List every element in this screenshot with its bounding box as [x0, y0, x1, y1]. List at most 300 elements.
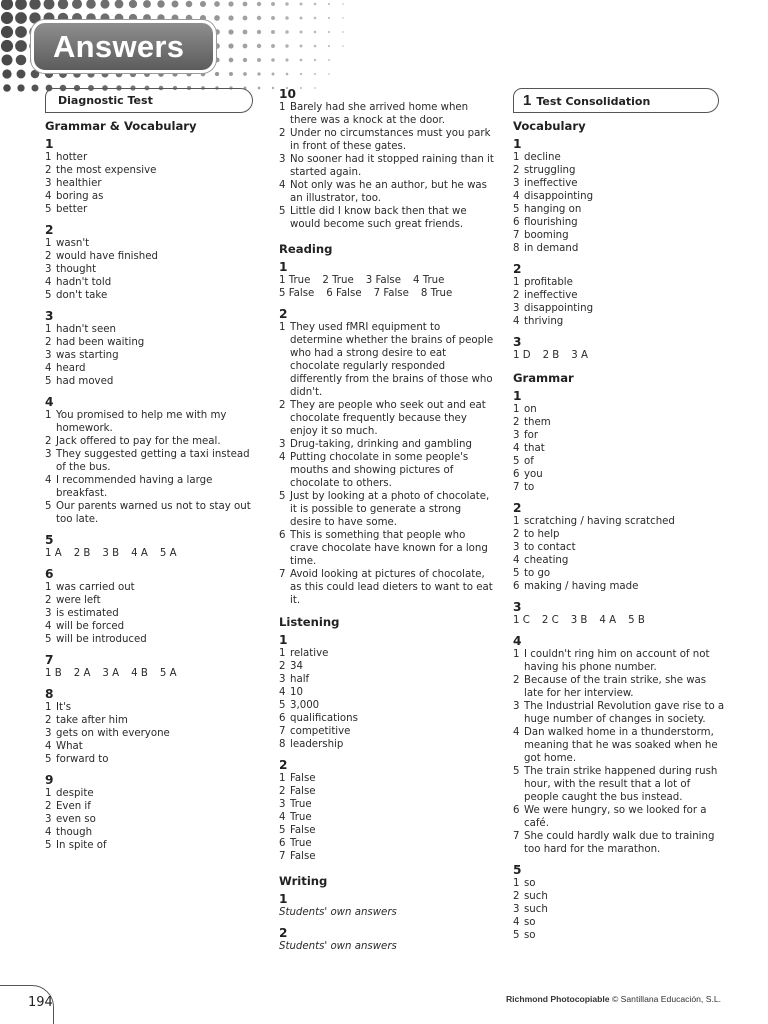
item-number: 1	[513, 277, 520, 288]
item-text: such	[524, 904, 548, 915]
item-number: 2	[513, 891, 520, 902]
halftone-dot	[243, 72, 247, 76]
list-item	[279, 153, 495, 179]
item-text: were left	[56, 595, 101, 606]
item-number: 3	[45, 264, 52, 275]
item-number: 7	[513, 230, 520, 241]
answer-cell: 3 A	[571, 350, 588, 361]
halftone-dot	[271, 30, 275, 34]
halftone-dot	[2, 55, 13, 66]
answer-cell: 6 False	[326, 288, 362, 299]
list-item	[279, 321, 495, 399]
halftone-dot	[328, 73, 330, 75]
item-number: 4	[45, 277, 52, 288]
question-number: 4	[45, 395, 54, 409]
halftone-dot	[16, 55, 27, 66]
halftone-dot	[243, 30, 248, 35]
list-item	[45, 448, 260, 474]
halftone-dot	[29, 0, 40, 10]
item-text: struggling	[524, 165, 576, 176]
item-number: 4	[45, 827, 52, 838]
list-item	[45, 701, 260, 714]
question-number: 2	[45, 223, 54, 237]
item-number: 1	[45, 238, 52, 249]
section-heading-reading: Reading	[279, 242, 333, 256]
answer-list	[513, 515, 725, 593]
item-text: They are people who seek out and eat chocolate frequently because they enjoy it so much.	[290, 400, 486, 437]
item-number: 2	[513, 290, 520, 301]
item-number: 1	[45, 152, 52, 163]
question-number: 2	[513, 262, 522, 276]
item-number: 6	[513, 469, 520, 480]
halftone-dot	[300, 59, 303, 62]
question-number: 5	[513, 863, 522, 877]
item-number: 4	[513, 443, 520, 454]
list-item	[513, 648, 725, 674]
item-text: They used fMRI equipment to determine whether the brains of people who had a strong desire to eat chocolate regularly responded differently from the brains of those who didn't.	[290, 322, 494, 398]
list-item	[513, 515, 725, 528]
list-item	[513, 726, 725, 765]
item-number: 4	[513, 555, 520, 566]
item-text: had moved	[56, 376, 114, 387]
item-text: 10	[290, 687, 303, 698]
item-text: will be introduced	[56, 634, 147, 645]
answer-cell: 2 B	[542, 350, 560, 361]
item-text: hadn't seen	[56, 324, 116, 335]
item-text: True	[290, 838, 312, 849]
list-item	[513, 151, 725, 164]
list-item	[45, 787, 260, 800]
list-item	[279, 647, 495, 660]
list-item	[45, 826, 260, 839]
halftone-dot	[342, 45, 344, 47]
item-number: 7	[513, 482, 520, 493]
item-number: 7	[279, 851, 286, 862]
item-text: The train strike happened during rush hour, with the result that a lot of people caught the bus instead.	[524, 766, 718, 803]
halftone-dot	[228, 29, 233, 34]
list-item	[279, 399, 495, 438]
item-text: False	[290, 786, 316, 797]
item-number: 4	[45, 621, 52, 632]
item-text: such	[524, 891, 548, 902]
question-number: 10	[279, 87, 296, 101]
answer-cell: 4 A	[131, 548, 148, 559]
halftone-dot	[2, 69, 11, 78]
halftone-dot	[58, 0, 68, 9]
item-number: 3	[45, 178, 52, 189]
list-item	[513, 481, 725, 494]
item-number: 7	[513, 831, 520, 842]
list-item	[513, 554, 725, 567]
answer-text: Students' own answers	[279, 941, 397, 952]
halftone-dot	[299, 16, 302, 19]
halftone-dot	[257, 16, 261, 20]
halftone-dot	[271, 2, 275, 6]
list-item	[45, 323, 260, 336]
halftone-dot	[15, 26, 27, 38]
halftone-dot	[314, 31, 317, 34]
list-item	[513, 541, 725, 554]
item-text: Putting chocolate in some people's mouths and showing pictures of chocolate to others.	[290, 452, 469, 489]
item-number: 2	[45, 436, 52, 447]
answer-list	[513, 276, 725, 328]
halftone-dot	[257, 72, 260, 75]
halftone-dot	[314, 59, 316, 61]
item-text: ineffective	[524, 178, 578, 189]
halftone-dot	[44, 0, 55, 9]
item-text: False	[290, 851, 316, 862]
footer-credit	[506, 994, 721, 1004]
list-item	[45, 409, 260, 435]
item-number: 6	[513, 217, 520, 228]
list-item	[279, 725, 495, 738]
halftone-dot	[229, 72, 233, 76]
list-item	[279, 660, 495, 673]
column-right	[513, 88, 725, 942]
section-pill-label: Diagnostic Test	[58, 94, 153, 107]
item-number: 2	[513, 165, 520, 176]
item-text: What	[56, 741, 83, 752]
footer-copyright: © Santillana Educación, S.L.	[611, 994, 721, 1004]
item-text: It's	[56, 702, 72, 713]
item-number: 2	[279, 400, 286, 411]
list-item	[45, 800, 260, 813]
list-item	[45, 714, 260, 727]
list-item	[45, 289, 260, 302]
item-text: I couldn't ring him on account of not having his phone number.	[524, 649, 710, 673]
item-number: 1	[279, 102, 286, 113]
halftone-dot	[300, 73, 302, 75]
item-text: Jack offered to pay for the meal.	[56, 436, 221, 447]
answer-cell: 3 A	[102, 668, 120, 679]
item-text: booming	[524, 230, 569, 241]
halftone-dot	[31, 84, 38, 91]
list-item	[513, 804, 725, 830]
item-number: 4	[45, 191, 52, 202]
halftone-dot	[342, 17, 344, 19]
halftone-dot	[342, 31, 344, 33]
item-number: 5	[45, 501, 52, 512]
answer-cell: 4 True	[413, 275, 445, 286]
item-text: You promised to help me with my homework.	[56, 410, 227, 434]
list-item	[513, 442, 725, 455]
list-item	[45, 435, 260, 448]
halftone-dot	[15, 40, 27, 52]
item-number: 1	[513, 878, 520, 889]
list-item	[513, 315, 725, 328]
answer-row	[513, 349, 725, 362]
item-number: 3	[513, 701, 520, 712]
column-left	[45, 88, 260, 852]
list-item	[279, 712, 495, 725]
answer-cell: 4 A	[599, 615, 617, 626]
halftone-dot	[272, 87, 274, 89]
item-text: though	[56, 827, 93, 838]
list-item	[279, 179, 495, 205]
item-number: 3	[279, 154, 286, 165]
answer-list	[45, 409, 260, 526]
list-item	[45, 500, 260, 526]
list-item	[279, 686, 495, 699]
item-number: 4	[513, 191, 520, 202]
answer-list	[45, 323, 260, 388]
item-number: 1	[45, 410, 52, 421]
question-number: 8	[45, 687, 54, 701]
list-item	[513, 455, 725, 468]
answer-cell: 3 B	[570, 615, 588, 626]
item-number: 4	[45, 741, 52, 752]
halftone-dot	[257, 2, 261, 6]
list-item	[45, 620, 260, 633]
item-number: 5	[45, 754, 52, 765]
halftone-dot	[257, 44, 261, 48]
halftone-dot	[286, 73, 289, 76]
halftone-dot	[243, 2, 248, 7]
item-text: competitive	[290, 726, 351, 737]
question-number: 2	[513, 501, 522, 515]
item-text: Under no circumstances must you park in front of these gates.	[290, 128, 491, 152]
item-number: 4	[45, 363, 52, 374]
item-text: scratching / having scratched	[524, 516, 675, 527]
halftone-dot	[1, 12, 13, 24]
item-text: hanging on	[524, 204, 582, 215]
item-number: 4	[279, 812, 286, 823]
halftone-dot	[271, 16, 275, 20]
answer-cell: 5 A	[159, 548, 177, 559]
item-number: 1	[279, 648, 286, 659]
answer-cell: 1 C	[513, 615, 530, 626]
item-text: forward to	[56, 754, 109, 765]
question-number: 2	[279, 758, 288, 772]
list-item	[45, 276, 260, 289]
halftone-dot	[342, 3, 344, 5]
list-item	[513, 916, 725, 929]
item-number: 6	[279, 838, 286, 849]
item-text: was carried out	[56, 582, 135, 593]
item-number: 5	[513, 930, 520, 941]
item-text: disappointing	[524, 191, 594, 202]
item-number: 4	[513, 727, 520, 738]
item-text: take after him	[56, 715, 128, 726]
answer-cell: 2 C	[541, 615, 559, 626]
item-number: 5	[279, 206, 286, 217]
item-number: 3	[513, 542, 520, 553]
item-text: so	[524, 917, 536, 928]
item-number: 6	[279, 713, 286, 724]
question-number: 9	[45, 773, 54, 787]
section-pill-test-consolidation	[513, 88, 719, 113]
item-number: 5	[513, 568, 520, 579]
item-text: of	[524, 456, 534, 467]
item-number: 3	[279, 674, 286, 685]
list-item	[45, 349, 260, 362]
item-number: 8	[279, 739, 286, 750]
column-middle	[279, 88, 495, 953]
halftone-dot	[328, 45, 330, 47]
section-pill-diagnostic-test	[45, 88, 253, 113]
question-number: 1	[513, 137, 522, 151]
list-item	[45, 474, 260, 500]
item-number: 2	[45, 595, 52, 606]
question-number: 7	[45, 653, 54, 667]
item-text: I recommended having a large breakfast.	[56, 475, 213, 499]
list-item	[45, 250, 260, 263]
item-text: Avoid looking at pictures of chocolate, as this could lead dieters to want to eat it.	[290, 569, 493, 606]
item-text: gets on with everyone	[56, 728, 170, 739]
item-text: healthier	[56, 178, 102, 189]
item-text: qualifications	[290, 713, 358, 724]
section-pill-label: Test Consolidation	[536, 95, 651, 108]
section-heading-writing: Writing	[279, 874, 328, 888]
answer-cell: 5 B	[628, 615, 645, 626]
item-number: 5	[45, 634, 52, 645]
list-item	[513, 700, 725, 726]
halftone-dot	[17, 70, 26, 79]
list-item	[279, 772, 495, 785]
item-text: flourishing	[524, 217, 578, 228]
item-text: thought	[56, 264, 97, 275]
item-text: half	[290, 674, 310, 685]
halftone-dot	[299, 2, 302, 5]
list-item	[279, 850, 495, 863]
list-item	[513, 164, 725, 177]
halftone-dot	[186, 1, 193, 8]
list-item	[45, 594, 260, 607]
list-item	[513, 674, 725, 700]
list-item	[279, 811, 495, 824]
item-number: 3	[513, 178, 520, 189]
item-text: even so	[56, 814, 96, 825]
list-item	[45, 581, 260, 594]
list-item	[279, 451, 495, 490]
list-item	[513, 302, 725, 315]
item-number: 3	[45, 608, 52, 619]
item-text: hadn't told	[56, 277, 112, 288]
answer-cell: 5 A	[159, 668, 177, 679]
halftone-dot	[228, 15, 233, 20]
item-text: Dan walked home in a thunderstorm, meaning that he was soaked when he got home.	[524, 727, 718, 764]
item-number: 1	[513, 152, 520, 163]
item-number: 3	[45, 814, 52, 825]
halftone-dot	[15, 0, 27, 10]
item-number: 5	[279, 491, 286, 502]
item-number: 3	[513, 904, 520, 915]
halftone-dot	[100, 0, 109, 9]
question-number: 1	[279, 892, 288, 906]
list-item	[279, 785, 495, 798]
list-item	[513, 190, 725, 203]
item-number: 1	[45, 788, 52, 799]
halftone-dot	[328, 31, 330, 33]
item-text: No sooner had it stopped raining than it started again.	[290, 154, 494, 178]
section-pill-number: 1	[523, 92, 532, 109]
section-heading-vocabulary: Vocabulary	[513, 119, 586, 133]
halftone-dot	[257, 58, 261, 62]
answer-cell: 2 True	[322, 275, 354, 286]
item-text: on	[524, 404, 537, 415]
halftone-dot	[285, 58, 288, 61]
list-item	[513, 567, 725, 580]
answer-list	[45, 151, 260, 216]
item-number: 2	[279, 128, 286, 139]
list-item	[513, 528, 725, 541]
answer-cell: 1 A	[45, 548, 62, 559]
item-number: 4	[45, 475, 52, 486]
list-item	[279, 837, 495, 850]
halftone-dot	[228, 1, 233, 6]
section-heading-grammar-vocabulary: Grammar & Vocabulary	[45, 119, 197, 133]
item-text: We were hungry, so we looked for a café.	[524, 805, 707, 829]
item-number: 1	[279, 322, 286, 333]
item-number: 6	[513, 805, 520, 816]
item-text: better	[56, 204, 88, 215]
item-text: Little did I know back then that we would become such great friends.	[290, 206, 467, 230]
item-text: cheating	[524, 555, 569, 566]
list-item	[45, 237, 260, 250]
halftone-dot	[200, 1, 206, 7]
item-number: 7	[279, 726, 286, 737]
list-item	[513, 890, 725, 903]
item-number: 2	[45, 801, 52, 812]
halftone-dot	[285, 16, 289, 20]
item-text: to	[524, 482, 535, 493]
item-number: 3	[45, 350, 52, 361]
item-number: 3	[513, 303, 520, 314]
page-title: Answers	[31, 20, 216, 73]
halftone-dot	[285, 2, 289, 6]
item-number: 2	[45, 337, 52, 348]
answer-list	[45, 787, 260, 852]
item-text: will be forced	[56, 621, 125, 632]
list-item	[279, 673, 495, 686]
item-text: in demand	[524, 243, 579, 254]
halftone-dot	[17, 84, 24, 91]
halftone-dot	[328, 59, 330, 61]
item-text: decline	[524, 152, 561, 163]
item-text: heard	[56, 363, 86, 374]
halftone-dot	[314, 45, 317, 48]
item-number: 8	[513, 243, 520, 254]
list-item	[45, 633, 260, 646]
halftone-dot	[1, 40, 13, 52]
list-item	[513, 903, 725, 916]
item-text: would have finished	[56, 251, 158, 262]
list-item	[279, 529, 495, 568]
item-number: 1	[279, 773, 286, 784]
question-number: 2	[279, 307, 288, 321]
answer-list	[513, 648, 725, 856]
halftone-dot	[215, 72, 219, 76]
item-text: wasn't	[56, 238, 90, 249]
question-number: 3	[513, 600, 522, 614]
list-item	[279, 824, 495, 837]
list-item	[513, 929, 725, 942]
item-text: False	[290, 825, 316, 836]
item-number: 6	[513, 581, 520, 592]
halftone-dot	[157, 0, 164, 7]
item-text: True	[290, 799, 312, 810]
halftone-dot	[214, 1, 220, 7]
list-item	[279, 101, 495, 127]
list-item	[513, 416, 725, 429]
list-item	[279, 127, 495, 153]
item-text: to go	[524, 568, 551, 579]
question-number: 2	[279, 926, 288, 940]
item-number: 3	[513, 430, 520, 441]
item-number: 2	[45, 165, 52, 176]
question-number: 1	[279, 260, 288, 274]
item-text: hotter	[56, 152, 88, 163]
